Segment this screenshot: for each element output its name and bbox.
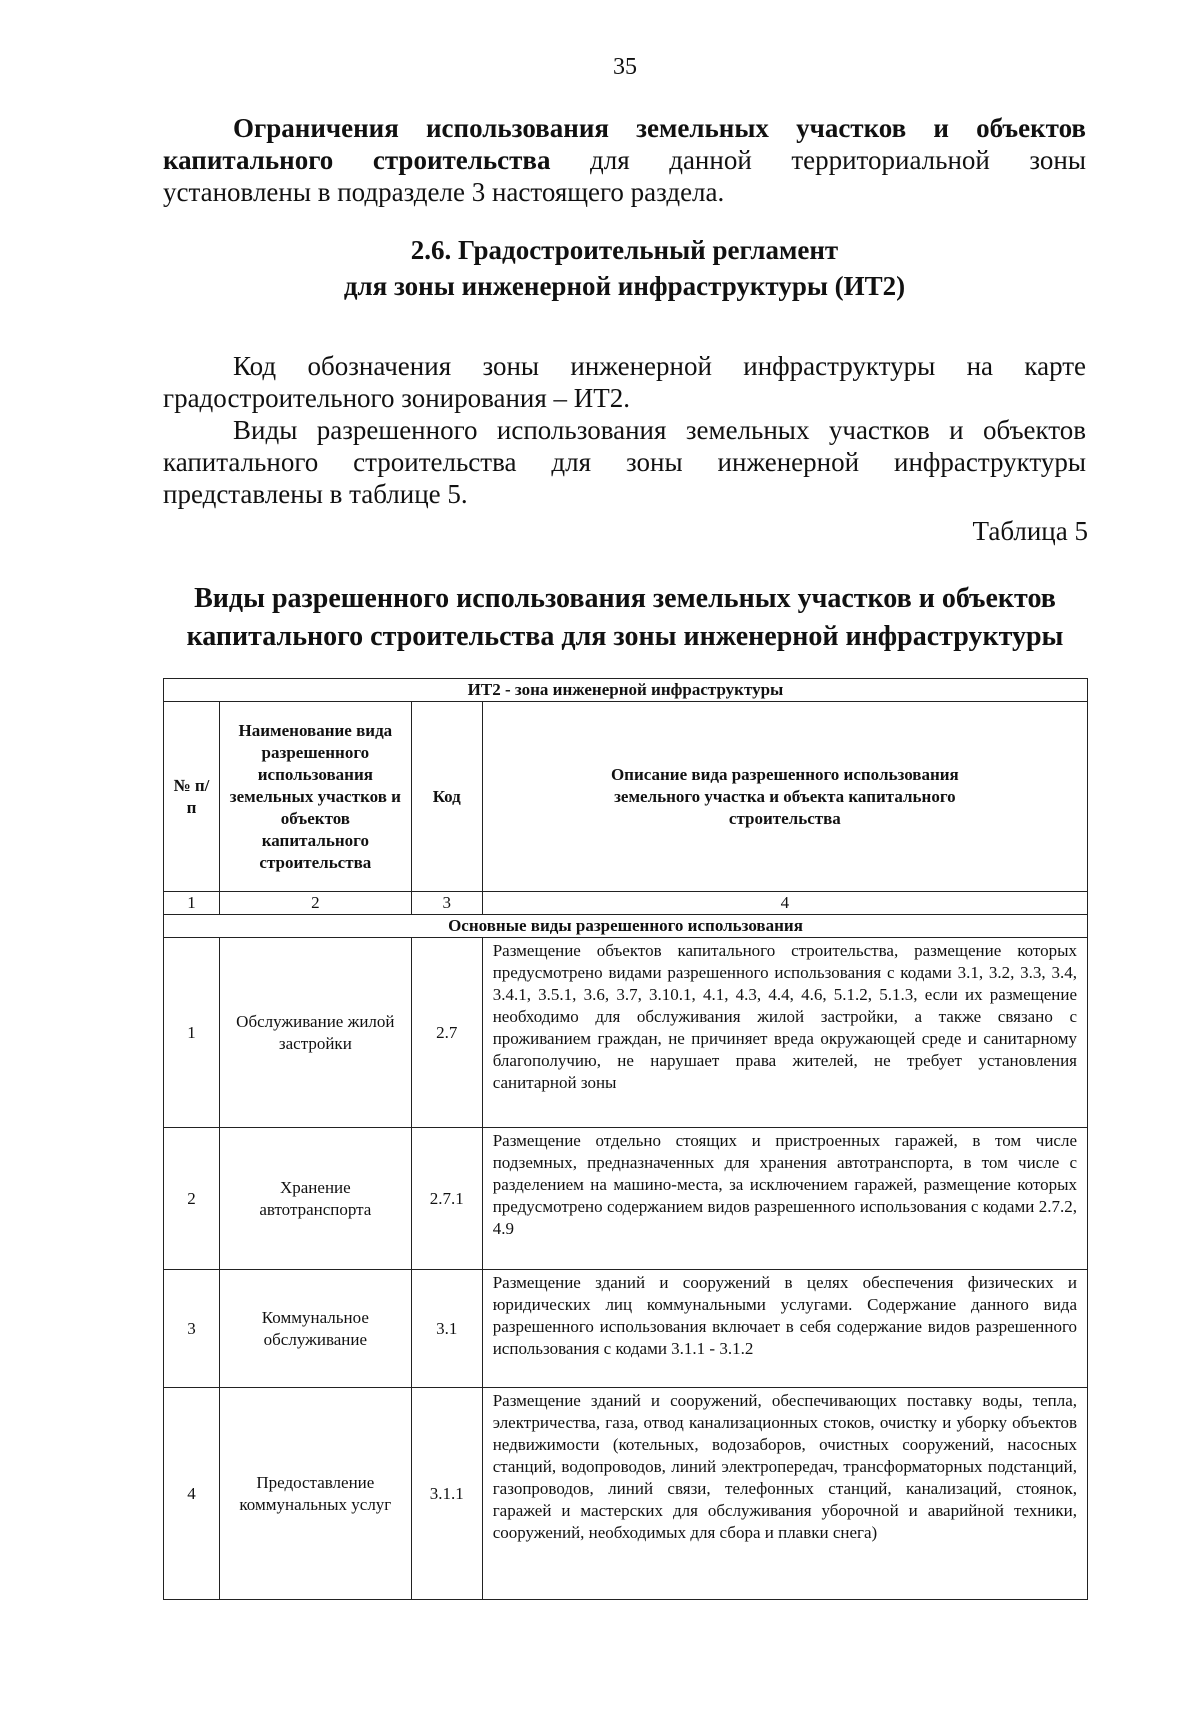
intro-line-3: установлены в подразделе 3 настоящего раздела.	[163, 177, 725, 207]
intro-line-2-rest: для данной территориальной зоны	[550, 145, 1086, 175]
row-description: Размещение объектов капитального строительства, размещение которых предусмотрено видами разрешенного использования с кодами 3.1, 3.2, 3.3, 3.4, 3.4.1, 3.5.1, 3.6, 3.7, 3.10.1, 4.1, 4.3, 4.4, 4.6, 5.1.2, 5.1.3, если их размещение необходимо для обслуживания жилой застройки, а также связано с проживанием граждан, не причиняет вреда окружающей среде и санитарному благополучию, не нарушает права жителей, не требует установления санитарной зоны	[482, 938, 1087, 1128]
body-p2-line-2: капитального строительства для зоны инженерной инфраструктуры	[163, 447, 1086, 477]
section-title-line-1: 2.6. Градостроительный регламент	[410, 235, 839, 265]
intro-paragraph	[163, 112, 1086, 208]
row-number: 1	[164, 938, 220, 1128]
page-number: 35	[613, 54, 637, 80]
col-header-name: Наименование вида разрешенного использования земельных участков и объектов капитального строительства	[219, 702, 411, 892]
section-title-line-2: для зоны инженерной инфраструктуры (ИТ2)	[343, 271, 906, 301]
table-title	[150, 580, 1100, 656]
table-row	[164, 938, 1088, 1128]
col-header-number: № п/п	[164, 702, 220, 892]
row-name: Предоставление коммунальных услуг	[219, 1388, 411, 1600]
row-code: 2.7.1	[411, 1128, 482, 1270]
row-name: Хранение автотранспорта	[219, 1128, 411, 1270]
intro-line-2-bold: капитального строительства	[163, 145, 551, 175]
intro-line-2	[163, 144, 1086, 176]
row-code: 3.1	[411, 1270, 482, 1388]
permitted-use-table	[163, 678, 1088, 1600]
col-index-2: 2	[219, 892, 411, 915]
row-number: 2	[164, 1128, 220, 1270]
column-index-row	[164, 892, 1088, 915]
table-row	[164, 1128, 1088, 1270]
row-description: Размещение зданий и сооружений в целях обеспечения физических и юридических лиц коммунальными услугами. Содержание данного вида разрешенного использования включает в себя содержание видов разрешенного использования с кодами 3.1.1 - 3.1.2	[482, 1270, 1087, 1388]
table-label: Таблица 5	[972, 516, 1088, 546]
column-header-row	[164, 702, 1088, 892]
row-number: 3	[164, 1270, 220, 1388]
col-header-description: Описание вида разрешенного использования земельного участка и объекта капитального строительства	[482, 702, 1087, 892]
body-p1-line-2: градостроительного зонирования – ИТ2.	[163, 383, 631, 413]
group-header-row	[164, 915, 1088, 938]
body-paragraph-1	[163, 350, 1086, 414]
col-index-4: 4	[482, 892, 1087, 915]
row-name: Обслуживание жилой застройки	[219, 938, 411, 1128]
col-index-1: 1	[164, 892, 220, 915]
row-name: Коммунальное обслуживание	[219, 1270, 411, 1388]
row-description: Размещение отдельно стоящих и пристроенных гаражей, в том числе подземных, предназначенных для хранения автотранспорта, в том числе с разделением на машино-места, за исключением гаражей, размещение которых предусмотрено содержанием видов разрешенного использования с кодами 2.7.2, 4.9	[482, 1128, 1087, 1270]
col-index-3: 3	[411, 892, 482, 915]
body-p2-line-3: представлены в таблице 5.	[163, 479, 468, 509]
table-title-line-2: капитального строительства для зоны инженерной инфраструктуры	[186, 621, 1064, 652]
table-row	[164, 1388, 1088, 1600]
row-description: Размещение зданий и сооружений, обеспечивающих поставку воды, тепла, электричества, газа, отвод канализационных стоков, очистку и уборку объектов недвижимости (котельных, водозаборов, очистных сооружений, насосных станций, водопроводов, линий электропередач, трансформаторных подстанций, газопроводов, линий связи, телефонных станций, канализаций, стоянок, гаражей и мастерских для обслуживания уборочной и аварийной техники, сооружений, необходимых для сбора и плавки снега)	[482, 1388, 1087, 1600]
group-header-main: Основные виды разрешенного использования	[164, 915, 1088, 938]
col-header-code: Код	[411, 702, 482, 892]
table-row	[164, 1270, 1088, 1388]
row-number: 4	[164, 1388, 220, 1600]
section-title	[163, 232, 1086, 304]
table-title-line-1: Виды разрешенного использования земельных участков и объектов	[194, 583, 1056, 614]
body-p1-line-1: Код обозначения зоны инженерной инфраструктуры на карте	[233, 351, 1086, 381]
zone-header-row	[164, 679, 1088, 702]
row-code: 3.1.1	[411, 1388, 482, 1600]
body-paragraph-2	[163, 414, 1086, 510]
intro-line-1: Ограничения использования земельных участков и объектов	[233, 113, 1086, 143]
body-p2-line-1: Виды разрешенного использования земельных участков и объектов	[233, 415, 1086, 445]
row-code: 2.7	[411, 938, 482, 1128]
zone-header: ИТ2 - зона инженерной инфраструктуры	[164, 679, 1088, 702]
